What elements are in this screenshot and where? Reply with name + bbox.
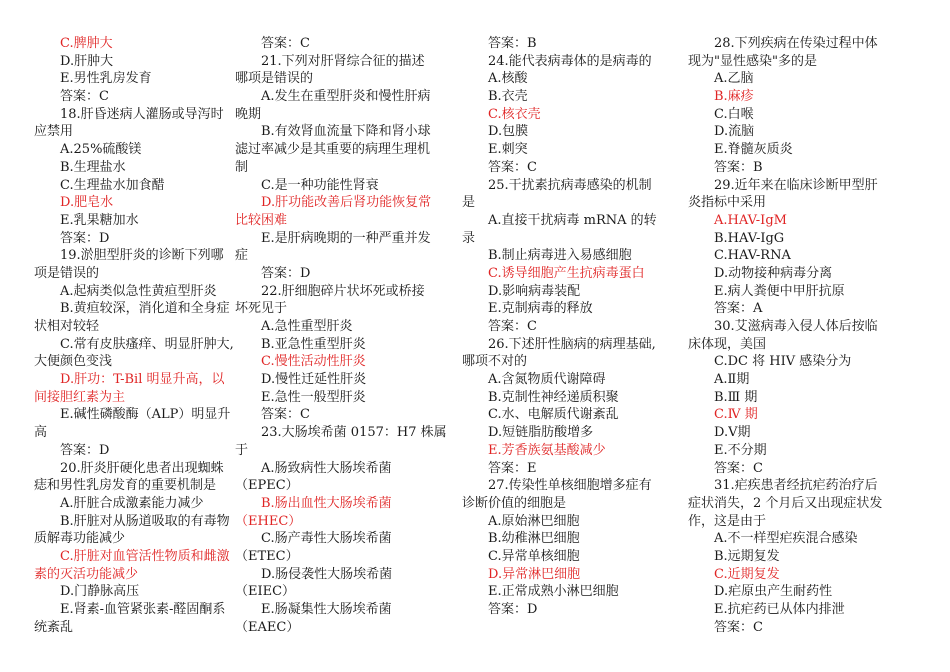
text-line: 项是错误的: [34, 265, 100, 281]
column-1: [34, 35, 260, 636]
text-line: 答案：C: [261, 36, 310, 51]
text-line: E.病人粪便中甲肝抗原: [714, 283, 845, 299]
text-line: 高: [34, 425, 48, 441]
highlighted-answer-line: E.芳香族氨基酸减少: [488, 442, 606, 458]
text-line: C.肠产毒性大肠埃希菌: [261, 531, 392, 547]
highlighted-answer-line: B.麻疹: [714, 89, 754, 105]
text-line: 大便颜色变浅: [34, 354, 113, 370]
text-line: 答案：C: [261, 407, 310, 423]
text-line: E.刺突: [488, 142, 528, 158]
text-line: A.肠致病性大肠埃希菌: [261, 460, 392, 476]
highlighted-answer-line: B.肠出血性大肠埃希菌: [261, 495, 392, 511]
text-line: （ETEC）: [235, 548, 299, 564]
text-line: 答案：C: [714, 619, 763, 635]
text-line: 19.淤胆型肝炎的诊断下列哪: [60, 248, 224, 264]
text-line: D.流脑: [714, 124, 755, 140]
text-line: B.制止病毒进入易感细胞: [488, 248, 632, 264]
text-line: 21.下列对肝肾综合征的描述: [261, 53, 425, 69]
text-line: 28.下列疾病在传染过程中体: [714, 36, 878, 51]
highlighted-answer-line: C.慢性活动性肝炎: [261, 354, 366, 370]
text-line: 床体现，美国: [688, 336, 767, 352]
text-line: D.肝肿大: [60, 53, 114, 69]
text-line: E.抗疟药已从体内排泄: [714, 602, 845, 617]
text-line: 答案：C: [714, 460, 763, 476]
text-line: 31.疟疾患者经抗疟药治疗后: [714, 478, 878, 494]
text-line: （EAEC）: [235, 619, 300, 635]
text-line: A.含氮物质代谢障碍: [488, 372, 606, 388]
text-line: 作，这是由于: [688, 513, 767, 529]
highlighted-answer-line: 比较困难: [235, 212, 288, 228]
text-line: A.肝脏合成激素能力减少: [60, 495, 204, 511]
text-line: A.发生在重型肝炎和慢性肝病: [261, 89, 431, 105]
text-line: 痣和男性乳房发育的重要机制是: [34, 478, 217, 494]
highlighted-answer-line: C.脾肿大: [60, 36, 113, 51]
text-line: B.亚急性重型肝炎: [261, 336, 366, 352]
text-line: D.疟原虫产生耐药性: [714, 584, 833, 600]
text-line: D.动物接种病毒分离: [714, 265, 833, 281]
text-line: B.生理盐水: [60, 159, 126, 175]
text-line: E.是肝病晚期的一种严重并发: [261, 230, 431, 246]
text-line: B.远期复发: [714, 548, 780, 564]
text-line: C.异常单核细胞: [488, 548, 580, 564]
text-line: （EPEC）: [235, 478, 299, 494]
text-line: D.慢性迁延性肝炎: [261, 372, 367, 388]
text-line: A.核酸: [488, 71, 528, 87]
text-line: D.Ⅴ期: [714, 425, 751, 441]
highlighted-answer-line: C.Ⅳ 期: [714, 407, 758, 423]
text-line: 答案：C: [488, 319, 537, 334]
text-line: E.肾素-血管紧张素-醛固酮系: [60, 602, 226, 617]
text-line: B.有效肾血流量下降和肾小球: [261, 124, 431, 140]
text-line: A.25%硫酸镁: [60, 142, 142, 158]
text-line: B.HAV-IgG: [714, 230, 785, 246]
text-line: 26.下述肝性脑病的病理基础,: [488, 336, 656, 352]
highlighted-answer-line: C.核衣壳: [488, 106, 541, 122]
text-line: 晚期: [235, 106, 262, 122]
text-line: 应禁用: [34, 124, 74, 140]
text-line: A.不一样型疟疾混合感染: [714, 531, 858, 547]
highlighted-answer-line: C.肝脏对血管活性物质和雌激: [60, 548, 230, 564]
column-2: [235, 35, 461, 636]
highlighted-answer-line: C.近期复发: [714, 566, 780, 582]
text-line: B.Ⅲ 期: [714, 389, 758, 405]
column-4: [688, 35, 914, 636]
text-line: 于: [235, 442, 249, 458]
text-line: A.起病类似急性黄疸型肝炎: [60, 283, 217, 299]
text-line: E.碱性磷酸酶（ALP）明显升: [60, 407, 231, 423]
text-line: 是: [462, 195, 476, 211]
text-line: 27.传染性单核细胞增多症有: [488, 478, 652, 494]
text-line: 录: [462, 230, 476, 246]
highlighted-answer-line: D.异常淋巴细胞: [488, 566, 581, 582]
text-line: B.衣壳: [488, 89, 528, 105]
text-line: B.幼稚淋巴细胞: [488, 531, 580, 547]
text-line: 30.艾滋病毒入侵人体后按临: [714, 319, 878, 334]
highlighted-answer-line: 素的灭活功能减少: [34, 566, 139, 582]
text-line: A.Ⅱ期: [714, 372, 750, 388]
text-line: 统紊乱: [34, 619, 74, 635]
text-line: A.乙脑: [714, 71, 754, 87]
text-line: 29.近年来在临床诊断甲型肝: [714, 177, 878, 193]
text-line: A.急性重型肝炎: [261, 319, 353, 334]
text-line: 答案：A: [714, 301, 763, 317]
text-line: 答案：B: [714, 159, 763, 175]
text-line: D.门静脉高压: [60, 584, 140, 600]
text-line: D.短链脂肪酸增多: [488, 425, 594, 441]
highlighted-answer-line: D.肥皂水: [60, 195, 114, 211]
highlighted-answer-line: （EHEC）: [235, 513, 302, 529]
text-line: D.影响病毒装配: [488, 283, 581, 299]
text-line: A.直接干扰病毒 mRNA 的转: [488, 212, 657, 228]
text-line: 症状消失，2 个月后又出现症状发: [688, 495, 883, 511]
text-line: 答案：D: [60, 230, 110, 246]
text-line: D.肠侵袭性大肠埃希菌: [261, 566, 393, 582]
text-line: 症: [235, 248, 249, 264]
text-line: C.DC 将 HIV 感染分为: [714, 354, 852, 370]
text-line: 25.干扰素抗病毒感染的机制: [488, 177, 652, 193]
text-line: E.正常成熟小淋巴细胞: [488, 584, 619, 600]
text-line: E.肠凝集性大肠埃希菌: [261, 602, 392, 617]
text-line: D.包膜: [488, 124, 529, 140]
highlighted-answer-line: 间接胆红素为主: [34, 389, 126, 405]
text-line: 坏死见于: [235, 301, 288, 317]
text-line: 答案：D: [488, 602, 538, 617]
highlighted-answer-line: D.肝功：T-Bil 明显升高，以: [60, 372, 225, 388]
text-line: C.白喉: [714, 106, 754, 122]
highlighted-answer-line: C.诱导细胞产生抗病毒蛋白: [488, 265, 645, 281]
text-line: 答案：C: [488, 159, 537, 175]
text-line: 20.肝炎肝硬化患者出现蜘蛛: [60, 460, 224, 476]
text-line: 哪项是错误的: [235, 71, 314, 87]
text-line: 诊断价值的细胞是: [462, 495, 567, 511]
text-line: 制: [235, 159, 249, 175]
text-line: C.是一种功能性肾衰: [261, 177, 379, 193]
text-line: （EIEC）: [235, 584, 296, 600]
text-line: E.克制病毒的释放: [488, 301, 593, 317]
text-line: 答案：D: [60, 442, 110, 458]
text-line: E.不分期: [714, 442, 767, 458]
text-line: 22.肝细胞碎片状坏死或桥接: [261, 283, 425, 299]
text-line: 滤过率减少是其重要的病理生理机: [235, 142, 431, 158]
text-line: C.生理盐水加食醋: [60, 177, 165, 193]
text-line: B.黄疸较深，消化道和全身症: [60, 301, 230, 317]
text-line: 答案：C: [60, 89, 109, 105]
text-line: E.乳果糖加水: [60, 212, 139, 228]
text-line: C.水、电解质代谢紊乱: [488, 407, 619, 423]
text-line: A.原始淋巴细胞: [488, 513, 580, 529]
text-line: 现为"显性感染"多的是: [688, 53, 817, 69]
text-line: B.肝脏对从肠道吸取的有毒物: [60, 513, 230, 529]
text-line: 答案：E: [488, 460, 537, 476]
text-line: 23.大肠埃希菌 0157：H7 株属: [261, 425, 447, 441]
text-line: 质解毒功能减少: [34, 531, 126, 547]
text-line: E.脊髓灰质炎: [714, 142, 793, 158]
text-line: C.HAV-RNA: [714, 248, 791, 264]
text-line: C.常有皮肤瘙痒、明显肝肿大,: [60, 336, 234, 352]
text-line: 18.肝昏迷病人灌肠或导泻时: [60, 106, 224, 122]
text-line: 状相对较轻: [34, 319, 100, 334]
text-line: E.急性一般型肝炎: [261, 389, 366, 405]
text-line: 炎指标中采用: [688, 195, 767, 211]
text-line: 答案：D: [261, 265, 311, 281]
text-line: 答案：B: [488, 36, 537, 51]
text-line: B.克制性神经递质积聚: [488, 389, 619, 405]
highlighted-answer-line: A.HAV-IgM: [714, 212, 787, 228]
column-3: [462, 35, 688, 619]
text-line: E.男性乳房发育: [60, 71, 152, 87]
text-line: 哪项不对的: [462, 354, 528, 370]
highlighted-answer-line: D.肝功能改善后肾功能恢复常: [261, 195, 432, 211]
text-line: 24.能代表病毒体的是病毒的: [488, 53, 652, 69]
